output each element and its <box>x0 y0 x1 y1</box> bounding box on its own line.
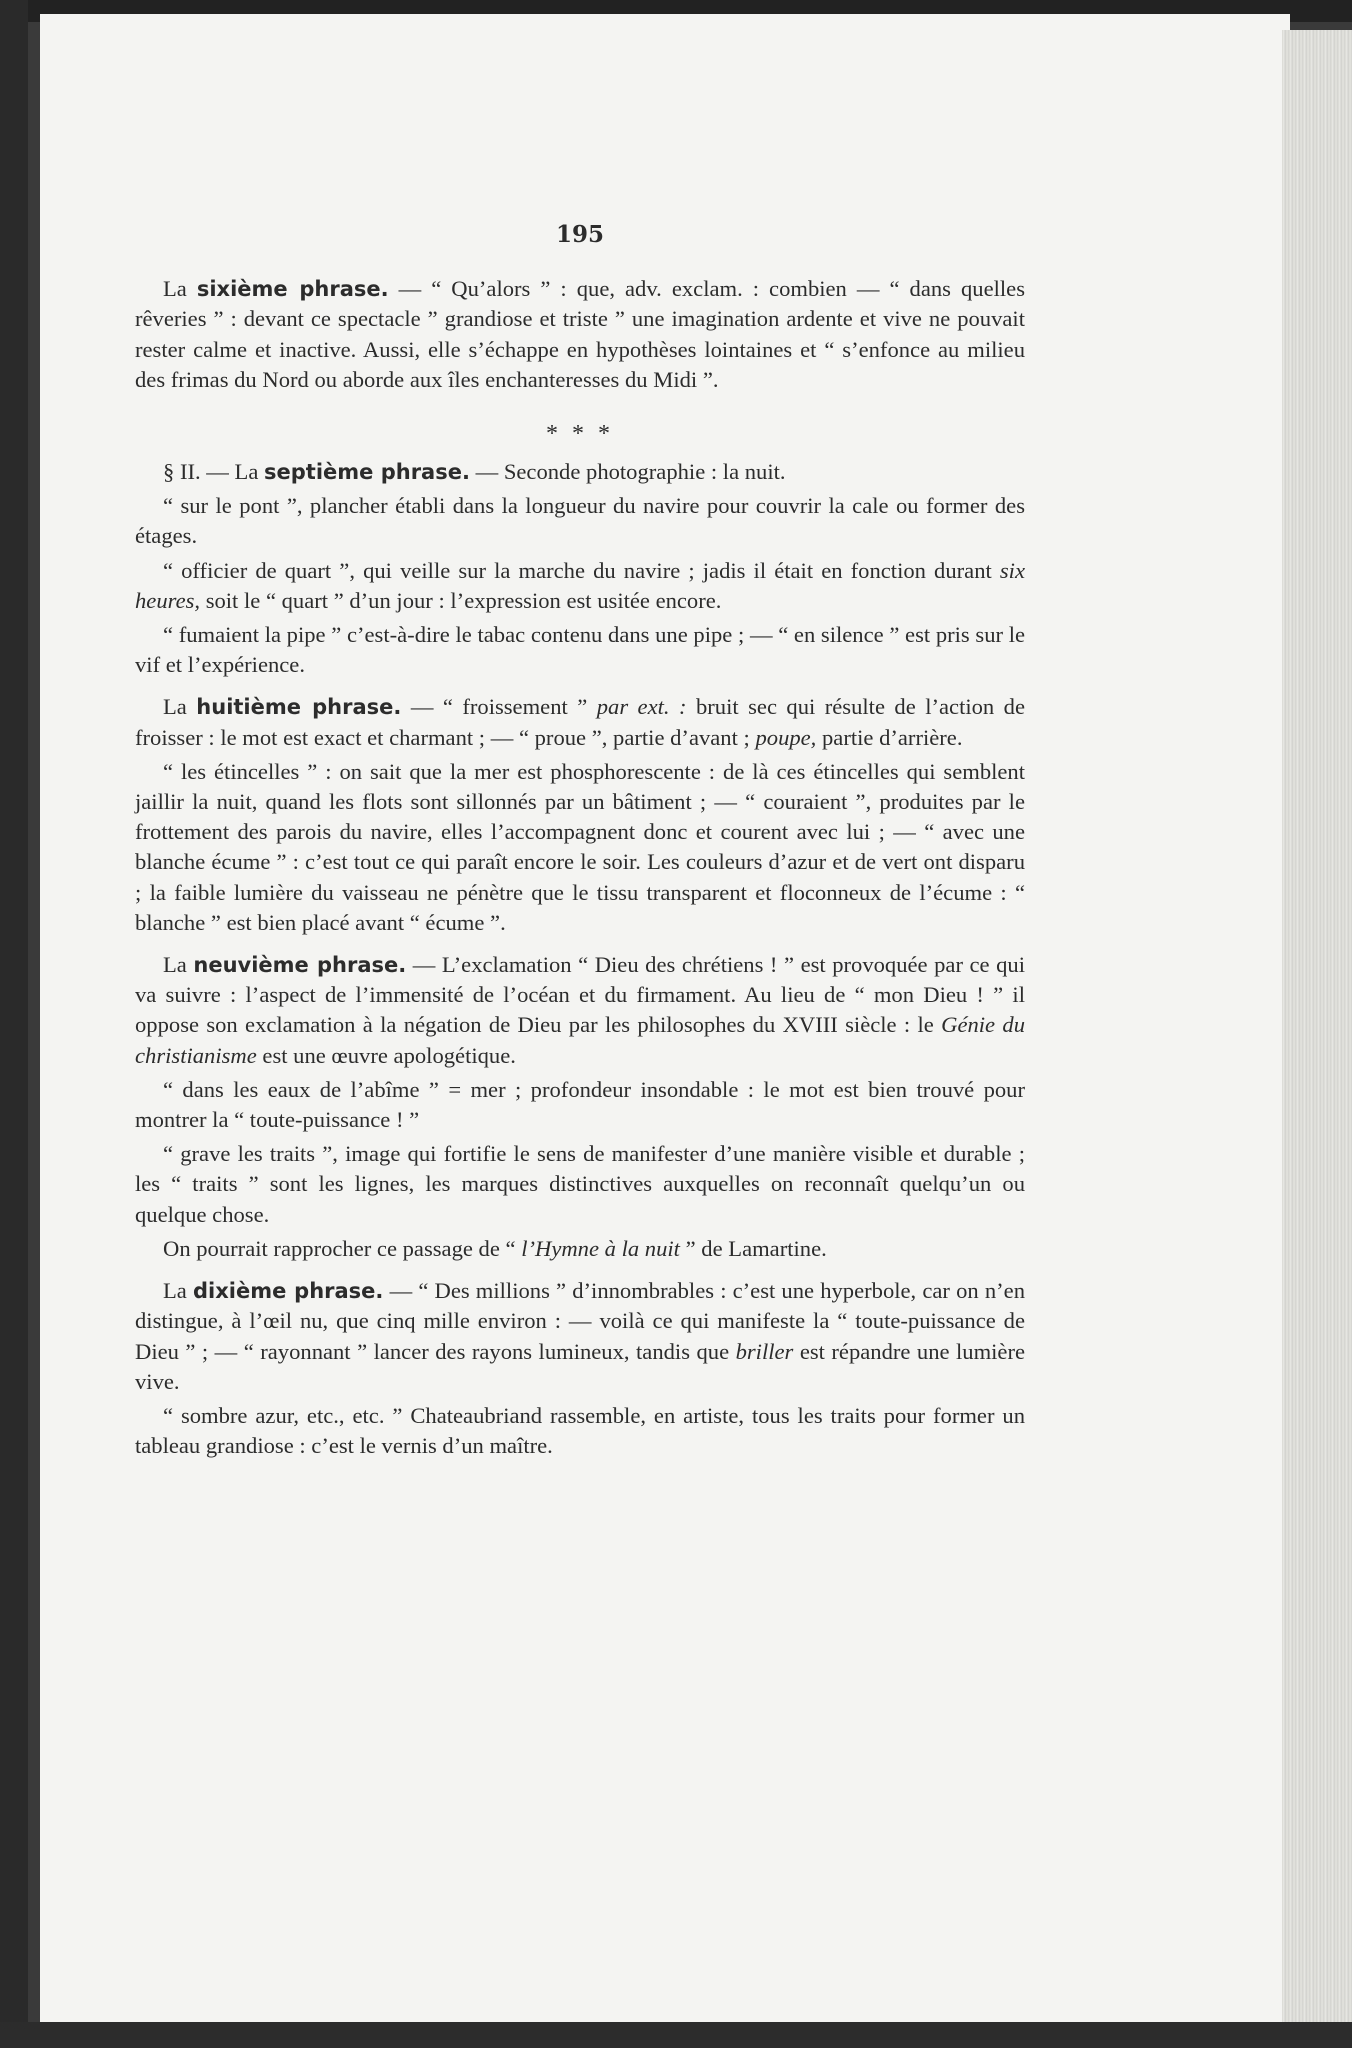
text-run: La <box>163 276 197 302</box>
paragraph-abime <box>135 1075 1025 1135</box>
text-run: — “ froissement ” <box>401 694 597 720</box>
text-run: — “ Des millions ” d’innombrables : c’est une hyperbole, car on n’en distingue, à l’œil nu, que cinq mille environ : — voilà ce qui manifeste la “ toute-puissance de Dieu ” ; — “ rayonnant ” lancer des rayons lumineux, tandis que <box>135 1278 1026 1364</box>
paragraph-grave <box>135 1139 1025 1230</box>
text-run: § II. — La <box>163 459 265 485</box>
section-separator: * * * <box>546 421 614 448</box>
text-run: “ sombre azur, etc., etc. ” Chateaubriand rassemble, en artiste, tous les traits pour former un tableau grandiose : c’est le vernis d’un maître. <box>135 1402 1025 1459</box>
italic-term: l’Hymne à la nuit <box>521 1235 680 1261</box>
text-run: — “ Qu’alors ” : que, adv. exclam. : combien — “ dans quelles rêveries ” : devant ce spectacle ” grandiose et triste ” une imagination ardente et vive ne pouvait rester calme et inactive. Aussi, elle s’échappe en hypothèses lointaines et “ s’enfonce au milieu des frimas du Nord ou aborde aux îles enchanteresses du Midi ”. <box>135 276 1025 392</box>
text-run: “ fumaient la pipe ” c’est-à-dire le tabac contenu dans une pipe ; — “ en silence ” est pris sur le vif et l’expérience. <box>135 622 1025 678</box>
italic-term: briller <box>735 1338 794 1364</box>
phrase-heading: sixième phrase. <box>196 277 389 302</box>
paragraph-sixieme <box>135 274 1025 395</box>
text-run: La <box>163 952 194 978</box>
paragraph-fumaient <box>135 620 1025 680</box>
text-run: — Seconde photographie : la nuit. <box>469 459 786 485</box>
paragraph-huitieme <box>135 692 1025 752</box>
text-run: partie d’arrière. <box>816 724 963 750</box>
paragraph-lamartine <box>135 1234 1025 1264</box>
paragraph-dixieme <box>135 1276 1025 1397</box>
text-run: — L’exclamation “ Dieu des chrétiens ! ” est provoquée par ce qui va suivre : l’aspect de l’immensité de l’océan et du firmament. Au lieu de “ mon Dieu ! ” il oppose son exclamation à la négation de Dieu par les philosophes du XVIII siècle : le <box>135 952 1025 1038</box>
text-run: “ grave les traits ”, image qui fortifie le sens de manifester d’une manière visible et durable ; les “ traits ” sont les lignes, les marques distinctives auxquelles on reconnaît quelqu’un ou quelque chose. <box>135 1141 1025 1227</box>
text-run: La <box>163 1278 193 1304</box>
text-run: “ dans les eaux de l’abîme ” = mer ; profondeur insondable : le mot est bien trouvé pour montrer la “ toute-puissance ! ” <box>135 1076 1025 1133</box>
paragraph-sur-le-pont <box>135 491 1025 551</box>
text-run: “ officier de quart ”, qui veille sur la marche du navire ; jadis il était en fonction durant <box>163 557 1000 583</box>
page-content <box>135 220 1025 1465</box>
phrase-heading: neuvième phrase. <box>193 953 407 978</box>
paragraph-officier <box>135 556 1025 616</box>
text-run: bruit sec qui résulte de l’action de froisser : le mot est exact et charmant ; — “ proue ”, partie d’avant ; <box>135 694 1026 750</box>
italic-term: Génie du christianisme <box>135 1012 1025 1068</box>
page-number: 195 <box>555 221 604 248</box>
paragraph-sombre-azur <box>135 1401 1025 1461</box>
text-run: ” de Lamartine. <box>679 1235 827 1261</box>
italic-term: six heures, <box>135 557 1025 613</box>
italic-term: par ext. : <box>596 694 687 720</box>
text-run: “ les étincelles ” : on sait que la mer est phosphorescente : de là ces étincelles qui semblent jaillir la nuit, quand les flots sont sillonnés par un bâtiment ; — “ couraient ”, produites par le frottement des parois du navire, elles l’accompagnent donc et courent avec lui ; — “ avec une blanche écume ” : c’est tout ce qui paraît encore le soir. Les couleurs d’azur et de vert ont disparu ; la faible lumière du vaisseau ne pénètre que le tissu transparent et floconneux de l’écume : “ blanche ” est bien placé avant “ écume ”. <box>135 758 1025 935</box>
text-run: est une œuvre apologétique. <box>256 1042 516 1068</box>
phrase-heading: septième phrase. <box>264 460 470 485</box>
paragraph-septieme <box>135 457 1025 487</box>
page-edge-stack <box>1282 30 1352 2025</box>
scan-left-border <box>0 0 28 2048</box>
text-run: On pourrait rapprocher ce passage de “ <box>163 1235 522 1261</box>
text-run: “ sur le pont ”, plancher établi dans la longueur du navire pour couvrir la cale ou former des étages. <box>135 493 1025 549</box>
paragraph-neuvieme <box>135 950 1025 1071</box>
italic-term: poupe, <box>755 724 817 750</box>
paragraph-etincelles <box>135 757 1025 938</box>
text-run: est répandre une lumière vive. <box>135 1338 1026 1394</box>
scan-bottom-border <box>0 2022 1352 2048</box>
text-run: La <box>163 694 197 720</box>
phrase-heading: dixième phrase. <box>193 1279 384 1304</box>
text-run: soit le “ quart ” d’un jour : l’expression est usitée encore. <box>200 587 722 613</box>
phrase-heading: huitième phrase. <box>196 695 402 720</box>
